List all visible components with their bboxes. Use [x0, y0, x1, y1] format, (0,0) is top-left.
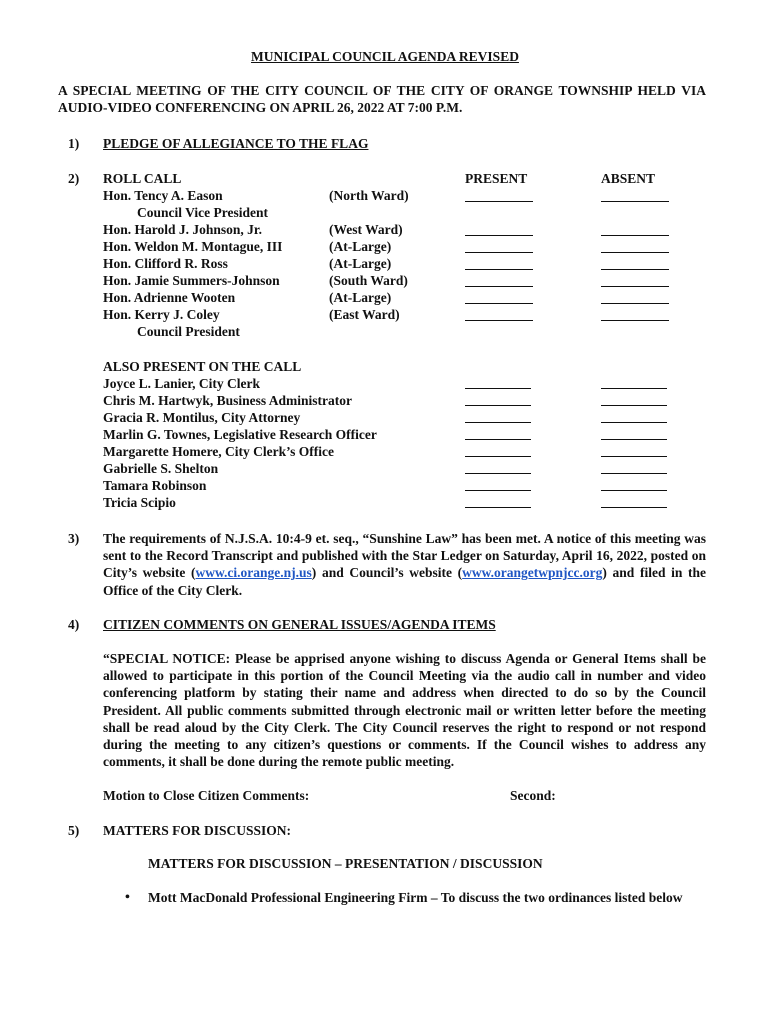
also-present-name: Tamara Robinson: [103, 478, 207, 493]
present-column-header: PRESENT: [465, 171, 528, 186]
present-blank[interactable]: [465, 201, 533, 202]
absent-blank[interactable]: [601, 235, 669, 236]
special-notice-paragraph: “SPECIAL NOTICE: Please be apprised anyone wishing to discuss Agenda or General Items shall be allowed to participate in this portion of the Council Meeting via the audio call in number and video conferencing platform by stating their name and address when directed to do so by the Council President. All public comments submitted through electronic mail or written letter before the meeting shall be read aloud by the City Clerk. The City Council reserves the right to respond or not respond during the meeting to any citizen’s questions or comments. If the Council wishes to address any comments, it shall be done during the remote public meeting.: [103, 651, 706, 770]
notice-text: The requirements of N.J.S.A. 10:4-9 et. seq., “Sunshine Law” has been met. A notice of this meeting was sent to the Record Transcript and published with the Star Ledger on Saturday, April 16, 2022, posted on City’s website (: [103, 531, 706, 581]
absent-blank[interactable]: [601, 388, 667, 389]
council-member-name: Hon. Weldon M. Montague, III: [103, 239, 283, 254]
absent-blank[interactable]: [601, 473, 667, 474]
also-present-heading: ALSO PRESENT ON THE CALL: [103, 359, 302, 374]
also-present-name: Gabrielle S. Shelton: [103, 461, 219, 476]
second-label: Second:: [510, 788, 556, 803]
also-present-name: Margarette Homere, City Clerk’s Office: [103, 444, 335, 459]
council-member-ward: (At-Large): [329, 239, 392, 254]
council-member-title: Council Vice President: [137, 205, 268, 220]
council-member-name: Hon. Jamie Summers-Johnson: [103, 273, 280, 288]
absent-blank[interactable]: [601, 201, 669, 202]
council-member-ward: (South Ward): [329, 273, 408, 288]
item-1-number: 1): [68, 136, 80, 151]
present-blank[interactable]: [465, 473, 531, 474]
council-website-link[interactable]: www.orangetwpnjcc.org: [462, 565, 603, 581]
absent-column-header: ABSENT: [601, 171, 656, 186]
also-present-name: Chris M. Hartwyk, Business Administrator: [103, 393, 353, 408]
bullet-icon: •: [125, 890, 130, 905]
item-1-heading: PLEDGE OF ALLEGIANCE TO THE FLAG: [103, 136, 369, 151]
roll-call-heading: ROLL CALL: [103, 171, 182, 186]
council-member-ward: (West Ward): [329, 222, 403, 237]
discussion-subheading: MATTERS FOR DISCUSSION – PRESENTATION / DISCUSSION: [148, 856, 543, 871]
item-3-number: 3): [68, 531, 80, 546]
council-member-ward: (At-Large): [329, 256, 392, 271]
item-5-number: 5): [68, 823, 80, 838]
city-website-link[interactable]: www.ci.orange.nj.us: [195, 565, 312, 581]
meeting-intro: A SPECIAL MEETING OF THE CITY COUNCIL OF THE CITY OF ORANGE TOWNSHIP HELD VIA AUDIO-VIDEO CONFERENCING ON APRIL 26, 2022 AT 7:00 P.M.: [58, 83, 706, 115]
present-blank[interactable]: [465, 286, 533, 287]
notice-text: ) and Council’s website (: [311, 565, 463, 581]
item-5-heading: MATTERS FOR DISCUSSION:: [103, 823, 292, 838]
council-member-ward: (East Ward): [329, 307, 400, 322]
present-blank[interactable]: [465, 405, 531, 406]
motion-close-label: Motion to Close Citizen Comments:: [103, 788, 310, 803]
present-blank[interactable]: [465, 303, 533, 304]
also-present-name: Joyce L. Lanier, City Clerk: [103, 376, 260, 391]
also-present-name: Tricia Scipio: [103, 495, 176, 510]
council-member-ward: (North Ward): [329, 188, 409, 203]
present-blank[interactable]: [465, 235, 533, 236]
also-present-name: Marlin G. Townes, Legislative Research Officer: [103, 427, 377, 442]
absent-blank[interactable]: [601, 490, 667, 491]
discussion-bullet-item: Mott MacDonald Professional Engineering Firm – To discuss the two ordinances listed below: [148, 890, 683, 905]
present-blank[interactable]: [465, 507, 531, 508]
present-blank[interactable]: [465, 388, 531, 389]
council-member-ward: (At-Large): [329, 290, 392, 305]
absent-blank[interactable]: [601, 320, 669, 321]
item-2-number: 2): [68, 171, 80, 186]
present-blank[interactable]: [465, 252, 533, 253]
absent-blank[interactable]: [601, 456, 667, 457]
absent-blank[interactable]: [601, 252, 669, 253]
present-blank[interactable]: [465, 490, 531, 491]
notice-text: ) and filed in the Office of the City Clerk.: [103, 565, 706, 598]
absent-blank[interactable]: [601, 286, 669, 287]
page-title: MUNICIPAL COUNCIL AGENDA REVISED: [251, 49, 519, 64]
council-member-name: Hon. Kerry J. Coley: [103, 307, 220, 322]
present-blank[interactable]: [465, 269, 533, 270]
item-4-heading: CITIZEN COMMENTS ON GENERAL ISSUES/AGENDA ITEMS: [103, 617, 496, 632]
council-member-name: Hon. Harold J. Johnson, Jr.: [103, 222, 263, 237]
council-member-title: Council President: [137, 324, 240, 339]
absent-blank[interactable]: [601, 439, 667, 440]
item-4-number: 4): [68, 617, 80, 632]
sunshine-law-notice: [103, 530, 706, 599]
absent-blank[interactable]: [601, 507, 667, 508]
present-blank[interactable]: [465, 439, 531, 440]
absent-blank[interactable]: [601, 405, 667, 406]
present-blank[interactable]: [465, 456, 531, 457]
council-member-name: Hon. Adrienne Wooten: [103, 290, 236, 305]
absent-blank[interactable]: [601, 269, 669, 270]
present-blank[interactable]: [465, 320, 533, 321]
council-member-name: Hon. Tency A. Eason: [103, 188, 223, 203]
council-member-name: Hon. Clifford R. Ross: [103, 256, 228, 271]
also-present-name: Gracia R. Montilus, City Attorney: [103, 410, 301, 425]
present-blank[interactable]: [465, 422, 531, 423]
absent-blank[interactable]: [601, 422, 667, 423]
absent-blank[interactable]: [601, 303, 669, 304]
